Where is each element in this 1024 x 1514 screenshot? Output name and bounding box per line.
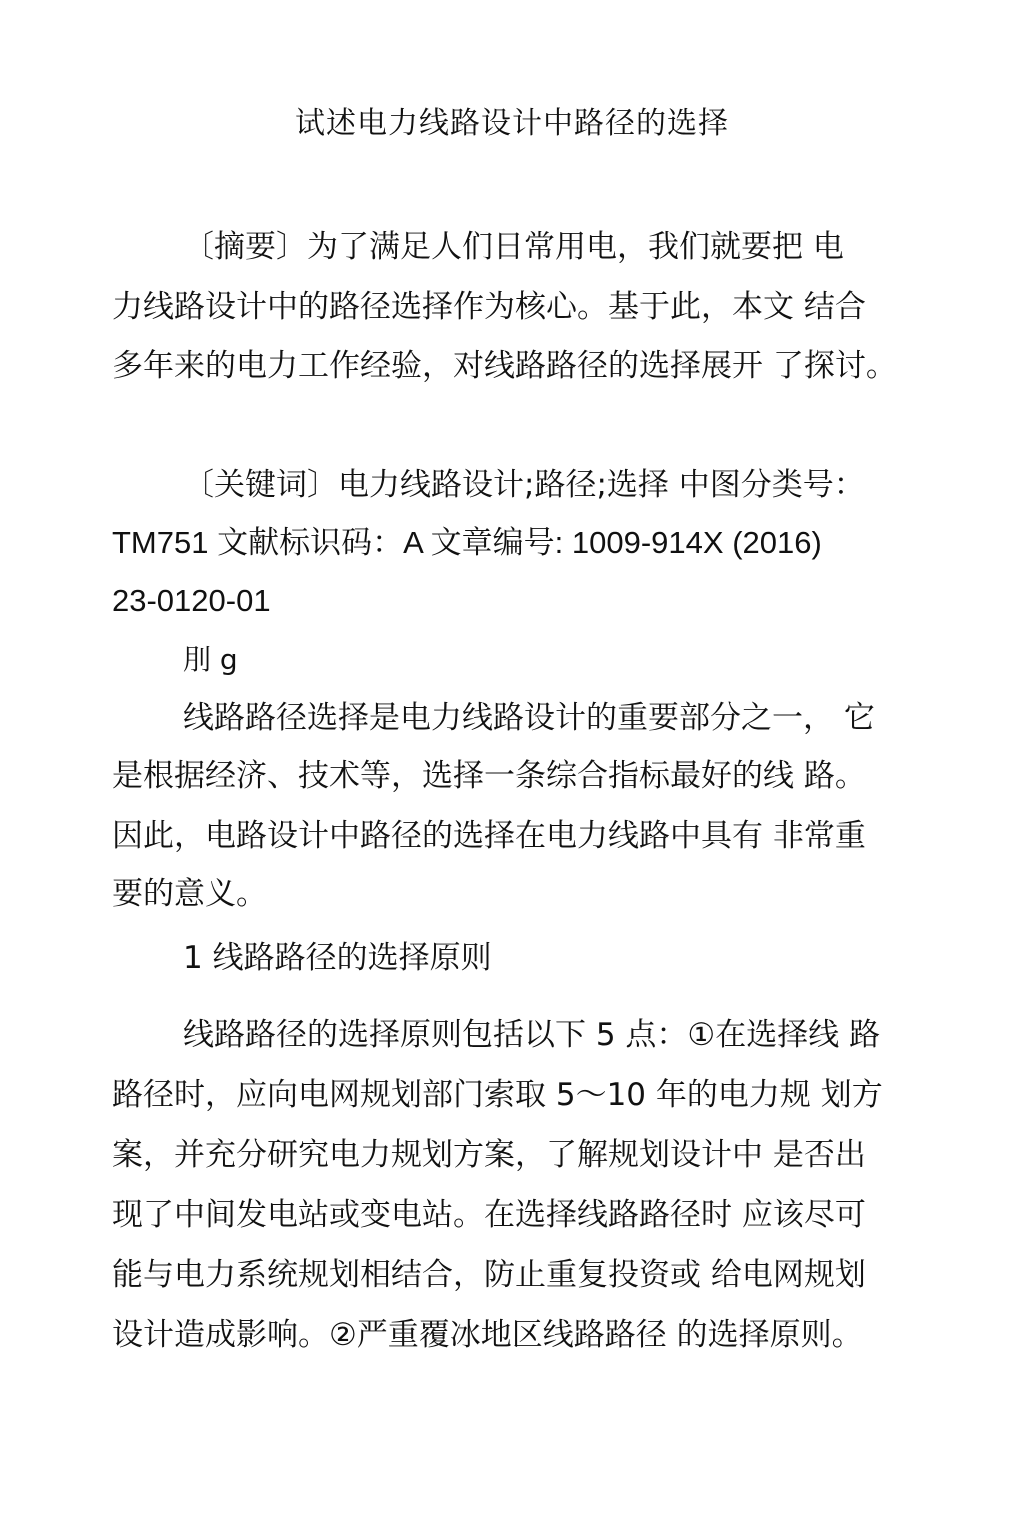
intro-line: 因此，电路设计中路径的选择在电力线路中具有 非常重 <box>112 818 866 854</box>
section1-line: 案，并充分研究电力规划方案，了解规划设计中 是否出 <box>112 1137 866 1173</box>
keywords-line: TM751 文献标识码：A 文章编号: 1009-914X (2016) <box>112 525 822 560</box>
section1-line: 现了中间发电站或变电站。在选择线路路径时 应该尽可 <box>112 1197 866 1233</box>
keywords-line: 〔关键词〕电力线路设计;路径;选择 中图分类号： <box>183 467 865 503</box>
section1-line: 能与电力系统规划相结合，防止重复投资或 给电网规划 <box>112 1257 866 1293</box>
keywords-line: 23-0120-01 <box>112 583 271 618</box>
intro-line: 是根据经济、技术等，选择一条综合指标最好的线 路。 <box>112 758 866 794</box>
abstract-line: 多年来的电力工作经验，对线路路径的选择展开 了探讨。 <box>112 348 897 384</box>
section1-line: 线路路径的选择原则包括以下 5 点：①在选择线 路 <box>183 1017 881 1053</box>
section1-line: 设计造成影响。②严重覆冰地区线路路径 的选择原则。 <box>112 1317 863 1353</box>
abstract-line: 〔摘要〕为了满足人们日常用电，我们就要把 电 <box>183 229 844 265</box>
abstract-line: 力线路设计中的路径选择作为核心。基于此，本文 结合 <box>112 289 866 325</box>
intro-line: 要的意义。 <box>112 876 267 912</box>
section1-heading: 1 线路路径的选择原则 <box>183 940 492 976</box>
document-title: 试述电力线路设计中路径的选择 <box>295 106 729 141</box>
preface-heading: 刖 g <box>183 643 238 676</box>
section1-line: 路径时，应向电网规划部门索取 5～10 年的电力规 划方 <box>112 1077 883 1113</box>
intro-line: 线路路径选择是电力线路设计的重要部分之一， 它 <box>183 700 875 736</box>
